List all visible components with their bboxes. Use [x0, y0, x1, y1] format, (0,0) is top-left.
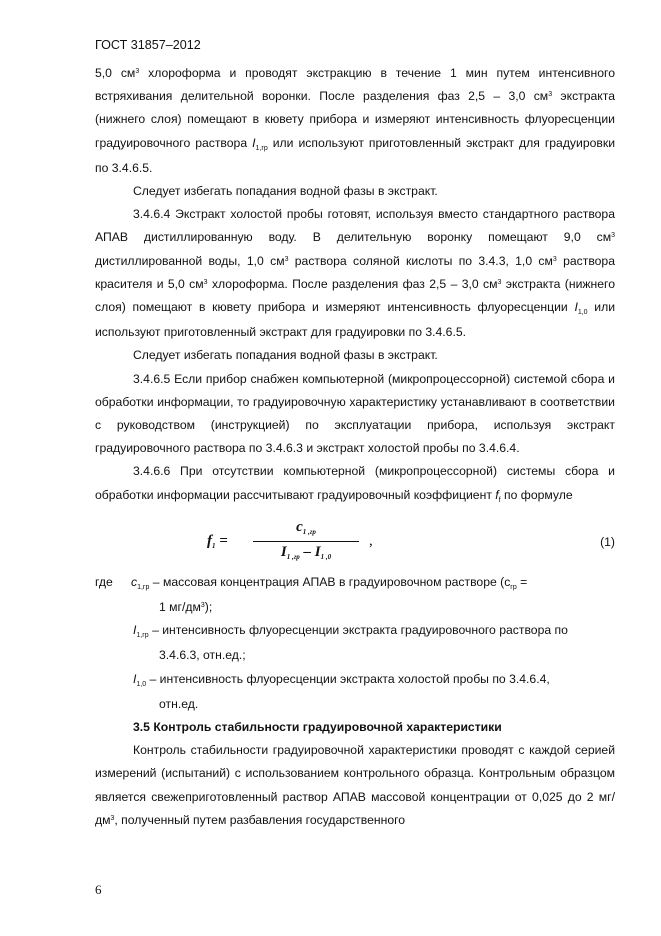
page-number: 6 — [95, 882, 102, 897]
paragraph-3-4-6-4: 3.4.6.4 Экстракт холостой пробы готовят, используя вместо стандартного раствора АПАВ дистиллированную воду. В делительную воронку помещают 9,0 $см^3$ дистиллированной воды, 1,0 $см^3$ раствора соляной кислоты по 3.4.3, 1,0 $см^3$ раствора красителя и 5,0 $см^3$ хлороформа. После разделения фаз 2,5 – 3,0 $см^3$ экстракта (нижнего слоя) помещают в кювету прибора и измеряют интенсивность флуоресценции $I_{1,0}$ или используют приготовленный экстракт для градуировки по 3.4.6.5. — [95, 207, 616, 340]
formula-lhs: $f_1$ = — [207, 532, 228, 550]
legend-c: где $c_{1,гр}$ – массовая концентрация АПАВ в градуировочном растворе ($с_{гр}$ = — [95, 574, 528, 591]
legend-c-cont: 1 $мг/дм^3$); — [159, 600, 213, 615]
formula-numerator: $c_{1 ,гр}$ — [296, 518, 316, 536]
formula-denominator: $I_{1 ,гр} - I_{1 ,0}$ — [280, 543, 332, 561]
section-title-3-5: 3.5 Контроль стабильности градуировочной характеристики — [133, 720, 502, 735]
legend-i0-cont: отн.ед. — [159, 696, 199, 711]
paragraph-extraction: 5,0 $см^3$ хлороформа и проводят экстракцию в течение 1 мин путем интенсивного встряхивания делительной воронки. После разделения фаз 2,5 – 3,0 $см^3$ экстракта (нижнего слоя) помещают в кювету прибора и измеряют интенсивность флуоресценции градуировочного раствора $I_{1,гр}$ или используют приготовленный экстракт для градуировки по 3.4.6.5. — [95, 66, 616, 175]
legend-i1-cont: 3.4.6.3, отн.ед.; — [159, 648, 246, 663]
paragraph-3-4-6-6: 3.4.6.6 При отсутствии компьютерной (микропроцессорной) системы сбора и обработки информации рассчитывают градуировочный коэффициент $f_f$ по формуле — [95, 464, 615, 504]
formula-1: $f_1$ = $c_{1 ,гр}$ $I_{1 ,гр} - I_{1 ,0}$ , (1) — [207, 518, 615, 561]
paragraph-note-2: Следует избегать попадания водной фазы в экстракт. — [133, 348, 438, 363]
paragraph-3-5: Контроль стабильности градуировочной характеристики проводят с каждой серией измерений (испытаний) с использованием контрольного образца. Контрольным образцом является свежеприготовленный раствор АПАВ массовой концентрации от 0,025 до 2 $мг/дм^3$, полученный путем разбавления государственного — [95, 743, 615, 827]
document-header: ГОСТ 31857–2012 — [95, 38, 201, 52]
formula-fraction — [251, 519, 361, 561]
page-body — [95, 62, 615, 832]
formula-legend — [95, 571, 615, 716]
legend-i0: $I_{1,0}$ – интенсивность флуоресценции экстракта холостой пробы по 3.4.6.4, — [133, 671, 550, 688]
fraction-bar — [253, 541, 359, 542]
paragraph-note-1: Следует избегать попадания водной фазы в экстракт. — [133, 184, 438, 199]
formula-number: (1) — [600, 534, 615, 549]
legend-i1: $I_{1,гр}$ – интенсивность флуоресценции экстракта градуировочного раствора по — [133, 623, 568, 640]
paragraph-3-4-6-5: 3.4.6.5 Если прибор снабжен компьютерной (микропроцессорной) системой сбора и обработки информации, то градуировочную характеристику устанавливают в соответствии с руководством (инструкцией) по эксплуатации прибора, используя экстракт градуировочного раствора по 3.4.6.3 и экстракт холостой пробы по 3.4.6.4. — [95, 371, 615, 456]
